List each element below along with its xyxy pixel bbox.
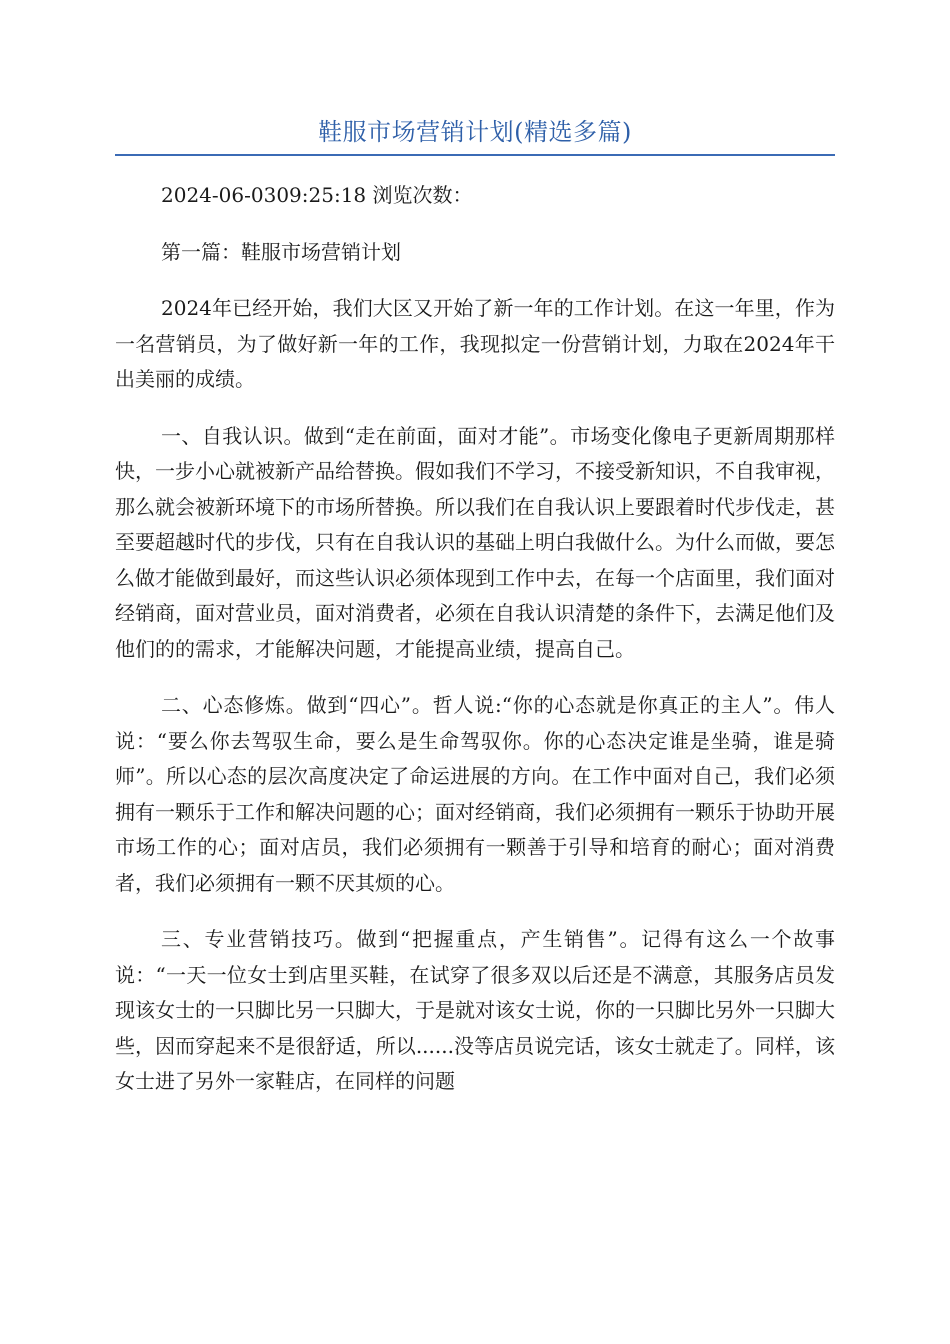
document-body (115, 178, 835, 1100)
paragraph-intro: 2024年已经开始，我们大区又开始了新一年的工作计划。在这一年里，作为一名营销员，为了做好新一年的工作，我现拟定一份营销计划，力取在2024年干出美丽的成绩。 (115, 296, 835, 391)
paragraph-sales-skills: 三、专业营销技巧。做到“把握重点，产生销售”。记得有这么一个故事说：“一天一位女士到店里买鞋，在试穿了很多双以后还是不满意，其服务店员发现该女士的一只脚比另一只脚大，于是就对该女士说，你的一只脚比另外一只脚大些，因而穿起来不是很舒适，所以......没等店员说完话，该女士就走了。同样，该女士进了另外一家鞋店，在同样的问题 (115, 927, 835, 1093)
title-underline (115, 154, 835, 156)
paragraph-self-awareness: 一、自我认识。做到“走在前面，面对才能”。市场变化像电子更新周期那样快，一步小心就被新产品给替换。假如我们不学习，不接受新知识，不自我审视，那么就会被新环境下的市场所替换。所以我们在自我认识上要跟着时代步伐走，甚至要超越时代的步伐，只有在自我认识的基础上明白我做什么。为什么而做，要怎么做才能做到最好，而这些认识必须体现到工作中去，在每一个店面里，我们面对经销商，面对营业员，面对消费者，必须在自我认识清楚的条件下，去满足他们及他们的的需求，才能解决问题，才能提高业绩，提高自己。 (115, 423, 835, 661)
meta-line: 2024-06-0309:25:18 浏览次数： (161, 183, 473, 207)
document-title: 鞋服市场营销计划(精选多篇) (318, 118, 632, 146)
paragraph-mindset: 二、心态修炼。做到“四心”。哲人说:“你的心态就是你真正的主人”。伟人说：“要么你去驾驭生命，要么是生命驾驭你。你的心态决定谁是坐骑，谁是骑师”。所以心态的层次高度决定了命运进展的方向。在工作中面对自己，我们必须拥有一颗乐于工作和解决问题的心；面对经销商，我们必须拥有一颗乐于协助开展市场工作的心；面对店员，我们必须拥有一颗善于引导和培育的耐心；面对消费者，我们必须拥有一颗不厌其烦的心。 (115, 693, 835, 895)
section-heading: 第一篇：鞋服市场营销计划 (161, 239, 401, 264)
